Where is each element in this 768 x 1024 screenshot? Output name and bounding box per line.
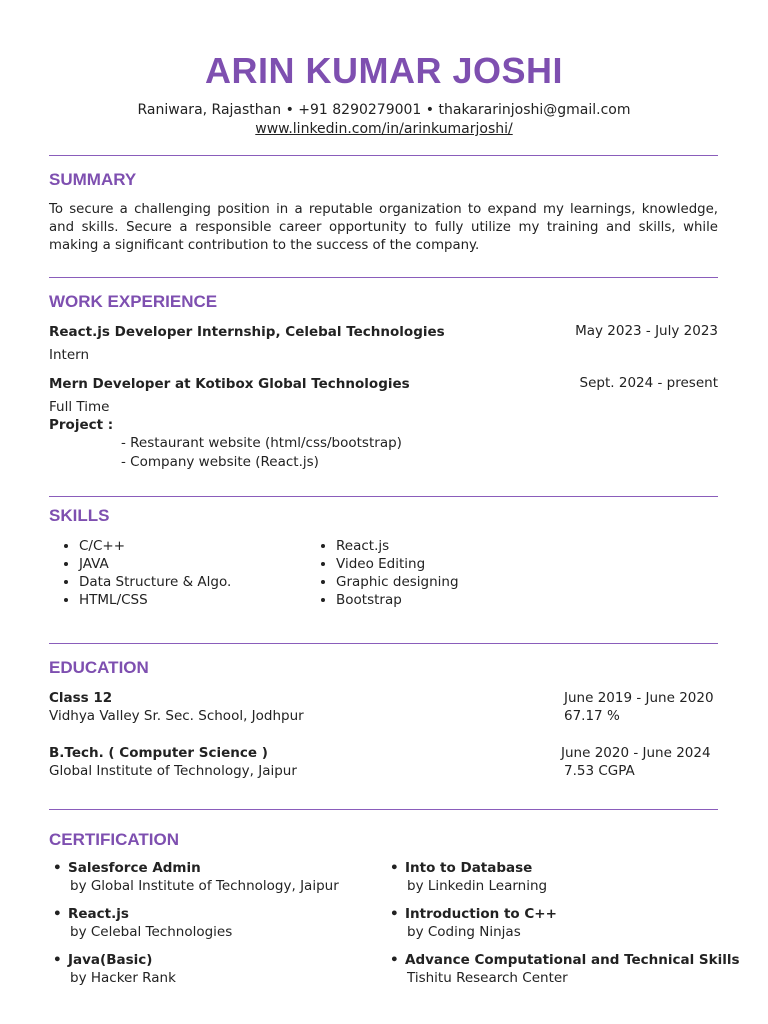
section-heading-certification: CERTIFICATION	[49, 830, 180, 849]
job-dates: Sept. 2024 - present	[579, 375, 718, 391]
job-title: React.js Developer Internship, Celebal Technologies	[49, 324, 445, 340]
divider	[49, 496, 718, 497]
cert-issuer: by Linkedin Learning	[407, 878, 548, 894]
skill-item: • C/C++	[79, 537, 231, 555]
project-item: - Company website (React.js)	[121, 454, 319, 470]
skill-item: • Graphic designing	[336, 573, 459, 591]
section-heading-summary: SUMMARY	[49, 170, 137, 189]
cert-issuer: by Hacker Rank	[70, 970, 176, 986]
education-score: 67.17 %	[564, 708, 620, 724]
project-label: Project :	[49, 417, 114, 433]
skill-item: • Video Editing	[336, 555, 459, 573]
job-type: Full Time	[49, 399, 110, 415]
education-degree: Class 12	[49, 690, 113, 706]
skill-item: • Bootstrap	[336, 591, 459, 609]
section-heading-skills: SKILLS	[49, 506, 110, 525]
divider	[49, 155, 718, 156]
skill-item: • React.js	[336, 537, 459, 555]
contact-line: Raniwara, Rajasthan • +91 8290279001 • thakararinjoshi@gmail.com	[137, 102, 631, 118]
cert-issuer: Tishitu Research Center	[407, 970, 568, 986]
linkedin-link[interactable]: www.linkedin.com/in/arinkumarjoshi/	[255, 121, 513, 137]
education-dates: June 2020 - June 2024	[561, 745, 711, 761]
skill-item: • HTML/CSS	[79, 591, 231, 609]
cert-issuer: by Celebal Technologies	[70, 924, 233, 940]
cert-issuer: by Coding Ninjas	[407, 924, 521, 940]
education-school: Global Institute of Technology, Jaipur	[49, 763, 297, 779]
section-heading-work-experience: WORK EXPERIENCE	[49, 292, 218, 311]
skills-list-right	[306, 537, 459, 609]
resume-name: ARIN KUMAR JOSHI	[204, 50, 563, 91]
skills-list-left	[49, 537, 231, 609]
cert-name: • React.js	[68, 906, 129, 922]
project-item: - Restaurant website (html/css/bootstrap)	[121, 435, 402, 451]
summary-text: To secure a challenging position in a reputable organization to expand my learnings, knowledge, and skills. Secure a responsible career opportunity to fully utilize my training and skills, while making a significant contribution to the success of the company.	[49, 202, 718, 253]
linkedin-link-row	[0, 121, 768, 137]
cert-issuer: by Global Institute of Technology, Jaipur	[70, 878, 339, 894]
cert-name: • Into to Database	[405, 860, 532, 876]
divider	[49, 277, 718, 278]
job-dates: May 2023 - July 2023	[575, 323, 718, 339]
education-dates: June 2019 - June 2020	[564, 690, 714, 706]
education-school: Vidhya Valley Sr. Sec. School, Jodhpur	[49, 708, 304, 724]
cert-name: • Advance Computational and Technical Skills	[405, 952, 740, 968]
education-score: 7.53 CGPA	[564, 763, 635, 779]
skill-item: • Data Structure & Algo.	[79, 573, 231, 591]
skill-item: • JAVA	[79, 555, 231, 573]
section-heading-education: EDUCATION	[49, 658, 149, 677]
divider	[49, 809, 718, 810]
job-title: Mern Developer at Kotibox Global Technologies	[49, 376, 410, 392]
job-type: Intern	[49, 347, 90, 363]
divider	[49, 643, 718, 644]
cert-name: • Java(Basic)	[68, 952, 152, 968]
cert-name: • Introduction to C++	[405, 906, 557, 922]
education-degree: B.Tech. ( Computer Science )	[49, 745, 268, 761]
cert-name: • Salesforce Admin	[68, 860, 201, 876]
